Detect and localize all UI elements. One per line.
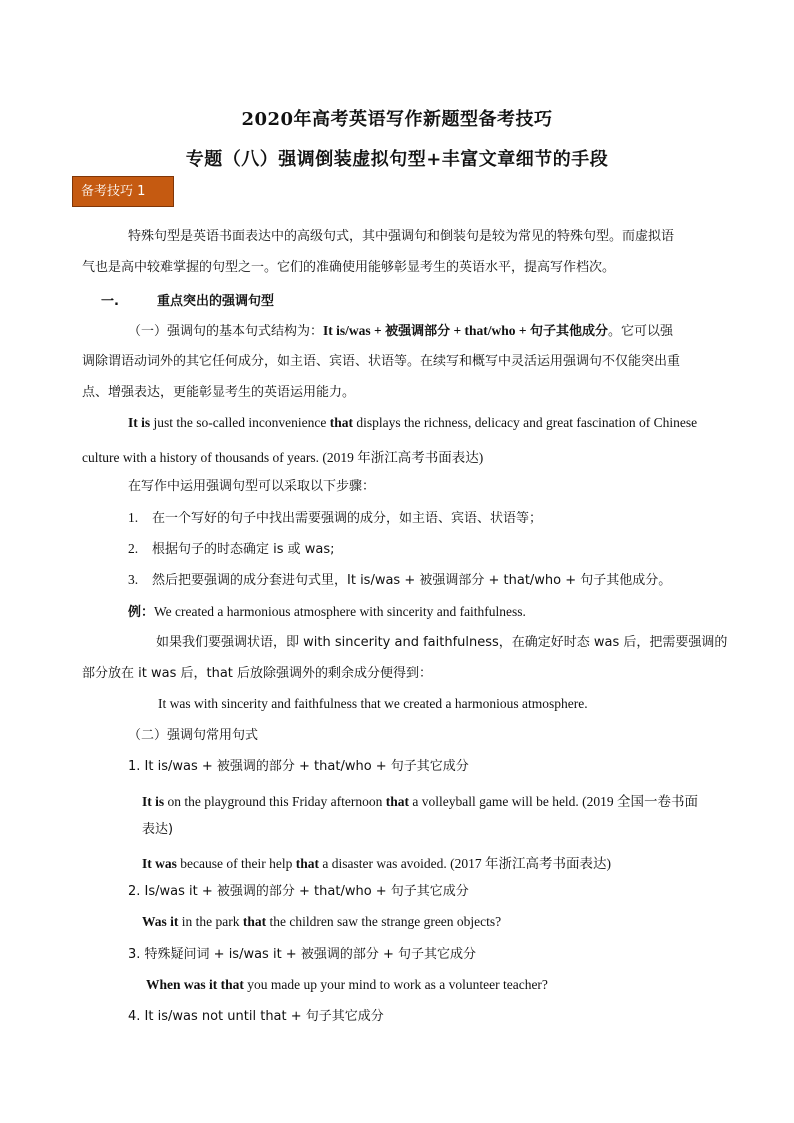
document-title: 2020年高考英语写作新题型备考技巧 <box>241 109 553 130</box>
pattern-1-heading: 1. It is/was + 被强调的部分 + that/who + 句子其它成分 <box>128 759 469 774</box>
formula-emphasized: 被强调部分 <box>385 324 451 339</box>
example-1-rest: displays the richness, delicacy and great fascination of Chinese <box>352 415 698 430</box>
paragraph-1-suffix: 。它可以强 <box>608 324 674 339</box>
example-1-bold-that: that <box>329 415 353 430</box>
steps-intro: 在写作中运用强调句型可以采取以下步骤： <box>128 479 376 494</box>
pattern-1-bold-start: It is <box>142 794 165 809</box>
subsection-2-title: （二）强调句常用句式 <box>128 728 259 743</box>
step-2-number: 2. <box>128 541 139 556</box>
step-1-text: 在一个写好的句子中找出需要强调的成分，如主语、宾语、状语等； <box>152 511 543 526</box>
document-subtitle: 专题（八）强调倒装虚拟句型+丰富文章细节的手段 <box>185 149 609 170</box>
example-1-text: just the so-called inconvenience <box>150 415 330 430</box>
tip-badge: 备考技巧 1 <box>72 176 174 207</box>
pattern-3-heading: 3. 特殊疑问词 + is/was it + 被强调的部分 + 句子其它成分 <box>128 947 476 962</box>
paragraph-1-line-1 <box>128 322 673 341</box>
pattern-1b-bold-that: that <box>295 856 319 871</box>
formula-that-who: + that/who + <box>450 323 531 338</box>
pattern-3-text: you made up your mind to work as a volunteer teacher? <box>243 977 548 992</box>
pattern-1b-rest: a disaster was avoided. (2017 年浙江高考书面表达) <box>318 856 612 871</box>
pattern-1b-text: because of their help <box>176 856 296 871</box>
example-label: 例： <box>128 605 155 620</box>
formula-rest: 句子其他成分 <box>530 324 609 339</box>
example-explanation-1: 如果我们要强调状语，即 with sincerity and faithfulness，在确定好时态 was 后，把需要强调的 <box>156 635 728 650</box>
intro-line-1: 特殊句型是英语书面表达中的高级句式，其中强调句和倒装句是较为常见的特殊句型。而虚拟语 <box>128 229 675 244</box>
pattern-1-text: on the playground this Friday afternoon <box>164 794 386 809</box>
step-1-number: 1. <box>128 510 139 525</box>
example-2-line <box>128 603 526 622</box>
pattern-3-bold-start: When was it that <box>146 977 244 992</box>
pattern-1-rest: a volleyball game will be held. (2019 全国一卷书面 <box>408 794 699 809</box>
pattern-2-text: in the park <box>178 914 243 929</box>
pattern-2-bold-start: Was it <box>142 914 179 929</box>
example-1-line-2: culture with a history of thousands of years. (2019 年浙江高考书面表达) <box>82 450 484 465</box>
intro-line-2: 气也是高中较难掌握的句型之一。它们的准确使用能够彰显考生的英语水平，提高写作档次。 <box>82 260 616 275</box>
pattern-1-bold-that: that <box>385 794 409 809</box>
formula-it-is: It is/was + <box>323 323 386 338</box>
example-1-bold-it-is: It is <box>128 415 151 430</box>
example-explanation-2: 部分放在 it was 后，that 后放除强调外的剩余成分便得到： <box>82 666 433 681</box>
pattern-4-heading: 4. It is/was not until that + 句子其它成分 <box>128 1009 384 1024</box>
section-1-title: 重点突出的强调句型 <box>157 294 275 309</box>
step-3-text: 然后把要强调的成分套进句式里，It is/was + 被强调部分 + that/who + 句子其他成分。 <box>152 573 672 588</box>
example-sentence: We created a harmonious atmosphere with sincerity and faithfulness. <box>154 604 526 619</box>
example-1-line-1 <box>128 415 697 431</box>
pattern-2-example <box>142 914 501 930</box>
step-3-number: 3. <box>128 572 139 587</box>
pattern-2-bold-that: that <box>242 914 267 929</box>
pattern-3-example <box>146 977 548 993</box>
pattern-1-example <box>142 790 698 810</box>
pattern-1-example-2 <box>142 852 611 872</box>
step-2-text: 根据句子的时态确定 is 或 was; <box>152 542 335 557</box>
example-result: It was with sincerity and faithfulness that we created a harmonious atmosphere. <box>158 696 588 711</box>
pattern-1-example-cont: 表达) <box>142 822 174 837</box>
paragraph-1-line-2: 调除谓语动词外的其它任何成分，如主语、宾语、状语等。在续写和概写中灵活运用强调句不仅能突出重 <box>82 354 681 369</box>
paragraph-1-line-3: 点、增强表达，更能彰显考生的英语运用能力。 <box>82 385 356 400</box>
pattern-2-heading: 2. Is/was it + 被强调的部分 + that/who + 句子其它成分 <box>128 884 469 899</box>
pattern-1b-bold-start: It was <box>142 856 177 871</box>
paragraph-1-prefix: （一）强调句的基本句式结构为： <box>128 324 324 339</box>
pattern-2-rest: the children saw the strange green objects? <box>266 914 502 929</box>
section-1-number: 一. <box>101 294 119 309</box>
